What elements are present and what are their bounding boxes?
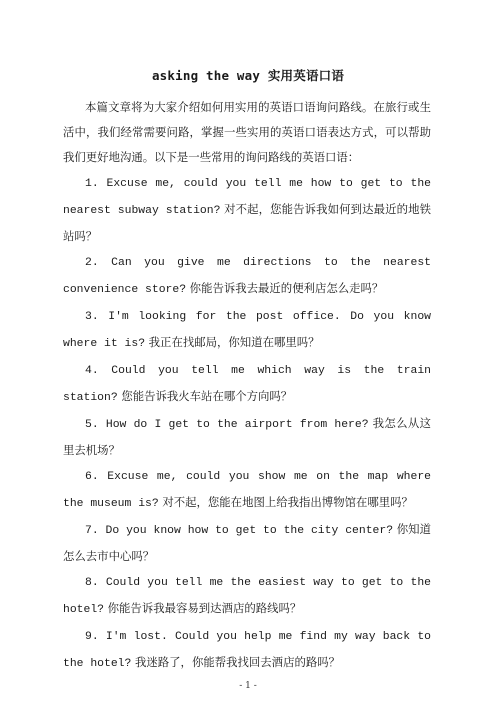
document-title: asking the way 实用英语口语 xyxy=(151,68,345,83)
list-item xyxy=(63,357,431,411)
item-english: 3. I'm looking for the post office. Do you know where it is? xyxy=(63,311,431,350)
intro-paragraph: 本篇文章将为大家介绍如何用实用的英语口语询问路线。在旅行或生活中，我们经常需要问路，掌握一些实用的英语口语表达方式，可以帮助我们更好地沟通。以下是一些常用的询问路线的英语口语： xyxy=(63,100,431,164)
list-item xyxy=(63,303,431,357)
item-chinese: 我正在找邮局，你知道在哪里吗？ xyxy=(148,335,320,349)
item-english: 4. Could you tell me which way is the train station? xyxy=(63,365,431,404)
item-chinese: 对不起，您能在地图上给我指出博物馆在哪里吗？ xyxy=(162,495,413,509)
item-chinese: 对不起，您能告诉我如何到达最近的地铁站吗？ xyxy=(63,202,431,243)
page-number: - 1 - xyxy=(239,681,257,691)
item-english: 7. Do you know how to get to the city center? xyxy=(85,525,394,537)
item-chinese: 我怎么从这里去机场？ xyxy=(63,416,431,457)
item-english: 5. How do I get to the airport from here? xyxy=(85,419,369,431)
item-english: 8. Could you tell me the easiest way to get to the hotel? xyxy=(63,577,431,616)
list-item xyxy=(63,411,431,463)
item-chinese: 我迷路了，你能帮我找回去酒店的路吗？ xyxy=(134,655,341,669)
item-english: 1. Excuse me, could you tell me how to get to the nearest subway station? xyxy=(63,178,431,217)
item-chinese: 您能告诉我火车站在哪个方向吗？ xyxy=(121,389,293,403)
item-chinese: 你知道怎么去市中心吗？ xyxy=(63,522,431,563)
item-english: 6. Excuse me, could you show me on the map where the museum is? xyxy=(63,471,431,510)
item-chinese: 你能告诉我去最近的便利店怎么走吗？ xyxy=(189,281,384,295)
document-body xyxy=(63,95,431,677)
list-item xyxy=(63,569,431,623)
list-item xyxy=(63,249,431,303)
item-english: 2. Can you give me directions to the nearest convenience store? xyxy=(63,257,431,296)
list-item xyxy=(63,623,431,677)
list-item xyxy=(63,517,431,569)
item-english: 9. I'm lost. Could you help me find my way back to the hotel? xyxy=(63,631,431,670)
list-item xyxy=(63,463,431,517)
list-item xyxy=(63,170,431,249)
item-chinese: 你能告诉我最容易到达酒店的路线吗？ xyxy=(107,601,302,615)
